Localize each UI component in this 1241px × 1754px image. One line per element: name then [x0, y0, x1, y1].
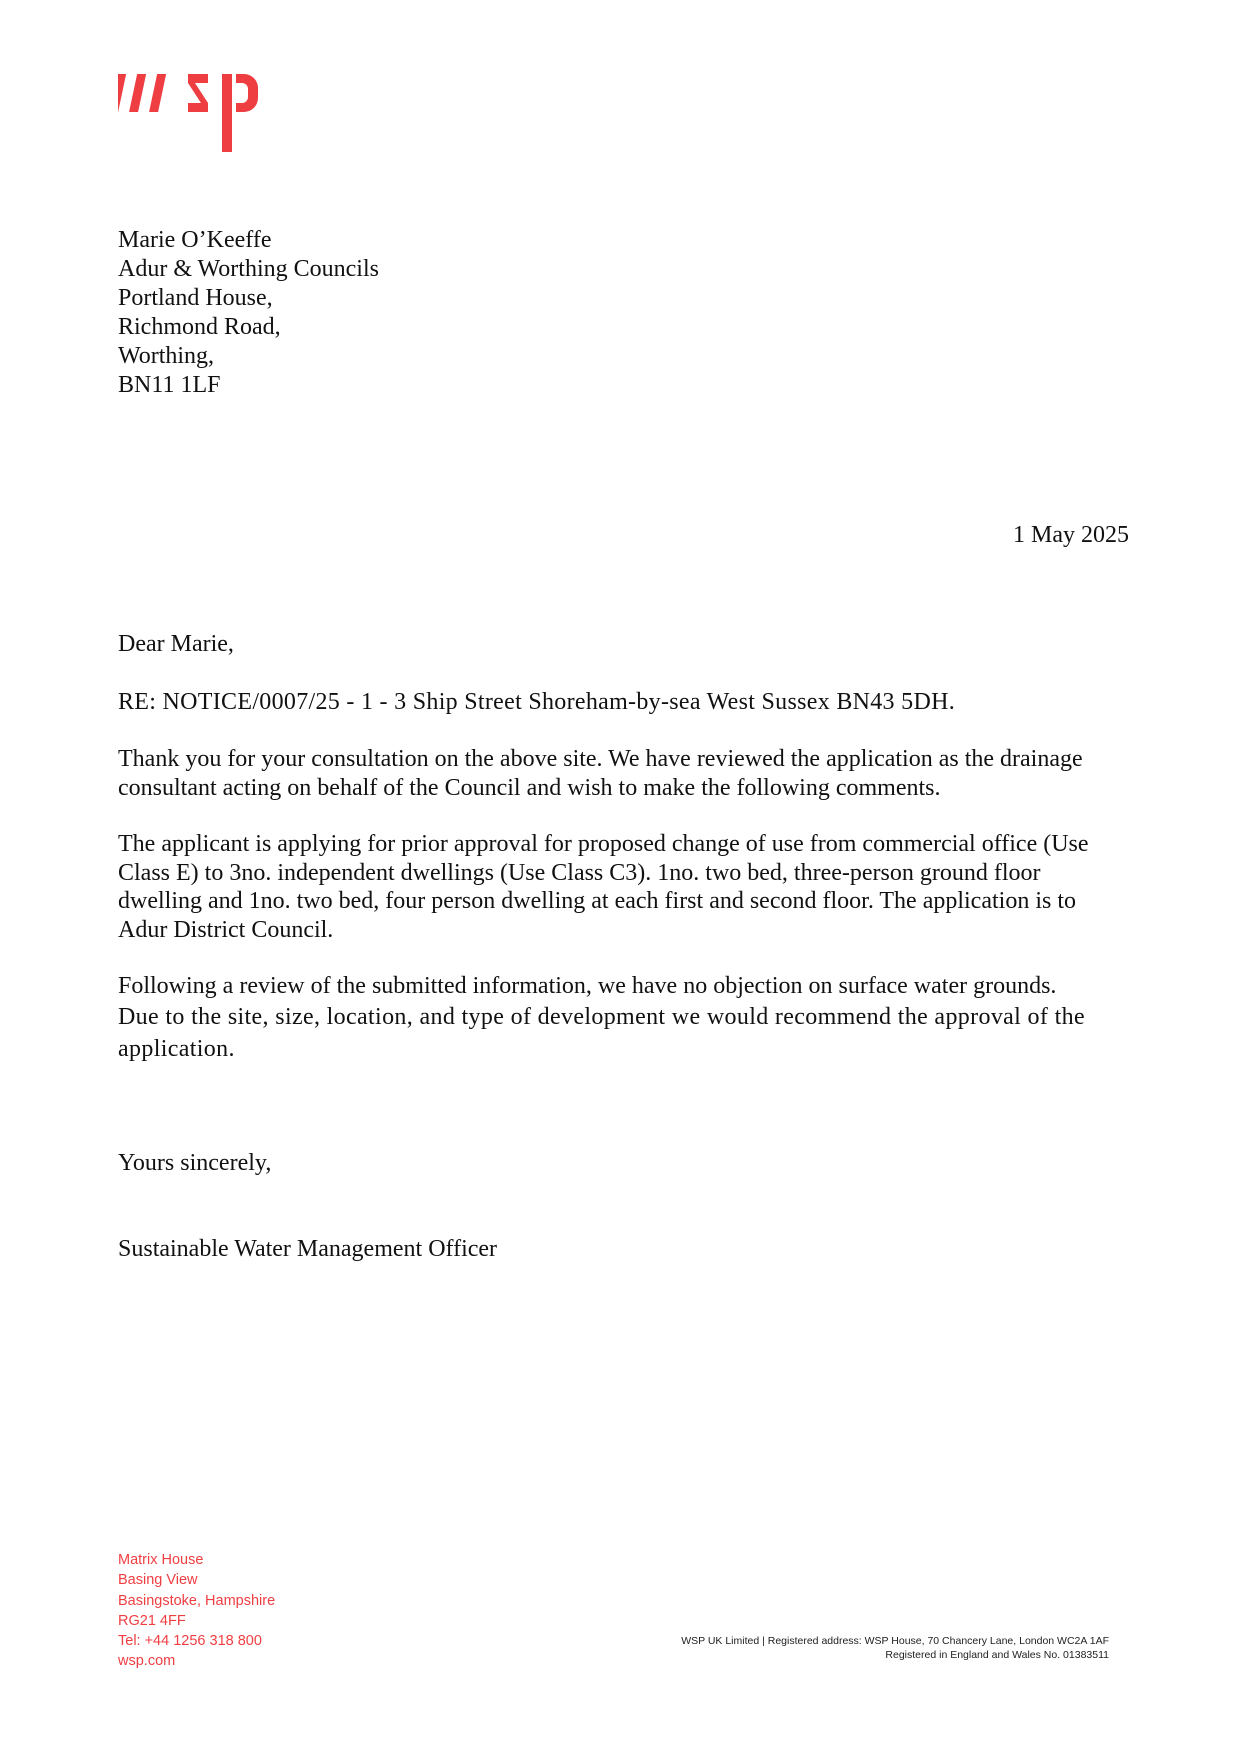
wsp-logo: [118, 70, 278, 152]
recipient-address-line: Richmond Road,: [118, 314, 281, 340]
footer-address-line: Basing View: [118, 1572, 198, 1589]
footer-website-link[interactable]: wsp.com: [118, 1653, 176, 1670]
footer-legal: [681, 1634, 1109, 1662]
footer-legal-line: Registered in England and Wales No. 01383511: [885, 1649, 1109, 1661]
footer-legal-line: WSP UK Limited | Registered address: WSP House, 70 Chancery Lane, London WC2A 1AF: [681, 1635, 1109, 1647]
recipient-name: Marie O’Keeffe: [118, 227, 272, 253]
footer-address-line: Basingstoke, Hampshire: [118, 1592, 276, 1609]
recipient-postcode: BN11 1LF: [118, 372, 221, 398]
closing: Yours sincerely,: [118, 1150, 272, 1176]
letter-date: 1 May 2025: [1013, 522, 1129, 548]
recipient-organisation: Adur & Worthing Councils: [118, 256, 379, 282]
letter-body: [118, 630, 1128, 1093]
final-paragraph-line: Due to the site, size, location, and type of development we would recommend the approval of the application.: [118, 1003, 1085, 1062]
recipient-address-line: Worthing,: [118, 343, 215, 369]
recipient-address-line: Portland House,: [118, 285, 273, 311]
wsp-logo-icon: [118, 70, 278, 152]
body-paragraph: The applicant is applying for prior approval for proposed change of use from commercial office (Use Class E) to 3no. independent dwellings (Use Class C3). 1no. two bed, three-person ground floor dwelling and 1no. two bed, four person dwelling at each first and second floor. The application is to Adur District Council.: [118, 831, 1089, 943]
reference-line: RE: NOTICE/0007/25 - 1 - 3 Ship Street Shoreham-by-sea West Sussex BN43 5DH.: [118, 688, 956, 715]
final-paragraph: [118, 972, 1128, 1065]
signatory: Sustainable Water Management Officer: [118, 1236, 498, 1262]
footer-address-line: RG21 4FF: [118, 1612, 186, 1629]
footer-phone: Tel: +44 1256 318 800: [118, 1633, 262, 1650]
final-paragraph-line: Following a review of the submitted information, we have no objection on surface water grounds.: [118, 973, 1057, 999]
footer-address-line: Matrix House: [118, 1552, 204, 1568]
footer-address: [118, 1550, 275, 1672]
salutation: Dear Marie,: [118, 631, 234, 657]
recipient-address: [118, 226, 379, 400]
body-paragraph: Thank you for your consultation on the above site. We have reviewed the application as the drainage consultant acting on behalf of the Council and wish to make the following comments.: [118, 746, 1083, 801]
